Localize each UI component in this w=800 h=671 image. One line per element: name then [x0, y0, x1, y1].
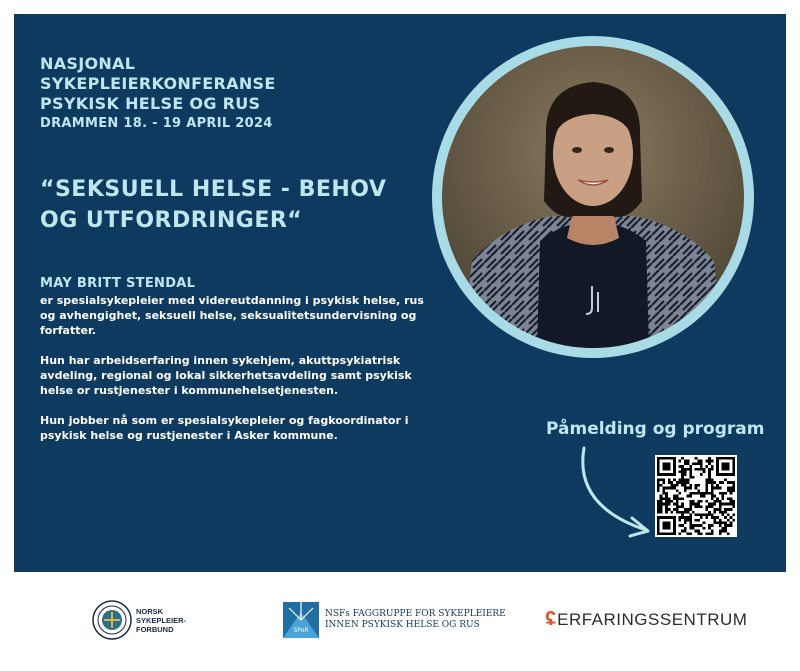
bio-paragraph-1: er spesialsykepleier med videreutdanning i psykisk helse, rus og avhengighet, seksuell helse, seksualitetsundervisning og forfatter.: [40, 294, 424, 337]
conference-date: DRAMMEN 18. - 19 APRIL 2024: [40, 116, 273, 131]
erfaringssentrum-mark-icon: ʢ: [545, 608, 557, 630]
conference-line-3: PSYKISK HELSE OG RUS: [40, 94, 261, 113]
speaker-name: MAY BRITT STENDAL: [40, 276, 196, 291]
spor-badge-text: SPoR: [293, 627, 309, 634]
speaker-bio: [40, 276, 425, 458]
speaker-portrait: [432, 36, 754, 358]
talk-title-line-1: “SEKSUELL HELSE - BEHOV: [40, 177, 387, 202]
talk-title: [40, 174, 420, 236]
speaker-photo: [442, 46, 744, 348]
registration-qr-code[interactable]: [655, 455, 737, 537]
nsf-line-3: FORBUND: [136, 624, 174, 634]
logo-nsf: [92, 600, 186, 640]
qr-code-icon: [657, 457, 735, 535]
spor-badge-icon: [283, 602, 319, 638]
logo-faggruppe: [283, 602, 506, 638]
bio-paragraph-2: Hun har arbeidserfaring innen sykehjem, akuttpsykiatrisk avdeling, regional og lokal sikkerhetsavdeling samt psykisk helse or rustjenester i kommunehelsetjenesten.: [40, 354, 412, 397]
faggruppe-line-2: INNEN PSYKISK HELSE OG RUS: [325, 620, 480, 630]
nsf-emblem-icon: [92, 600, 132, 640]
nsf-line-2: SYKEPLEIER-: [136, 615, 187, 625]
bio-paragraph-3: Hun jobber nå som er spesialsykepleier og fagkoordinator i psykisk helse og rustjenester i Asker kommune.: [40, 414, 409, 442]
faggruppe-line-1: NSFs FAGGRUPPE FOR SYKEPLEIERE: [325, 609, 506, 619]
poster: [14, 14, 786, 572]
registration-label: Påmelding og program: [546, 419, 765, 439]
talk-title-line-2: OG UTFORDRINGER“: [40, 208, 303, 233]
sponsor-logos: [0, 580, 800, 671]
logo-erfaringssentrum: [545, 608, 747, 631]
erfaringssentrum-text: ERFARINGSSENTRUM: [557, 609, 748, 629]
conference-line-2: SYKEPLEIERKONFERANSE: [40, 74, 276, 93]
curved-arrow-right-icon: [574, 446, 654, 541]
nsf-line-1: NORSK: [136, 606, 164, 616]
conference-header: [40, 54, 276, 133]
conference-line-1: NASJONAL: [40, 54, 136, 73]
